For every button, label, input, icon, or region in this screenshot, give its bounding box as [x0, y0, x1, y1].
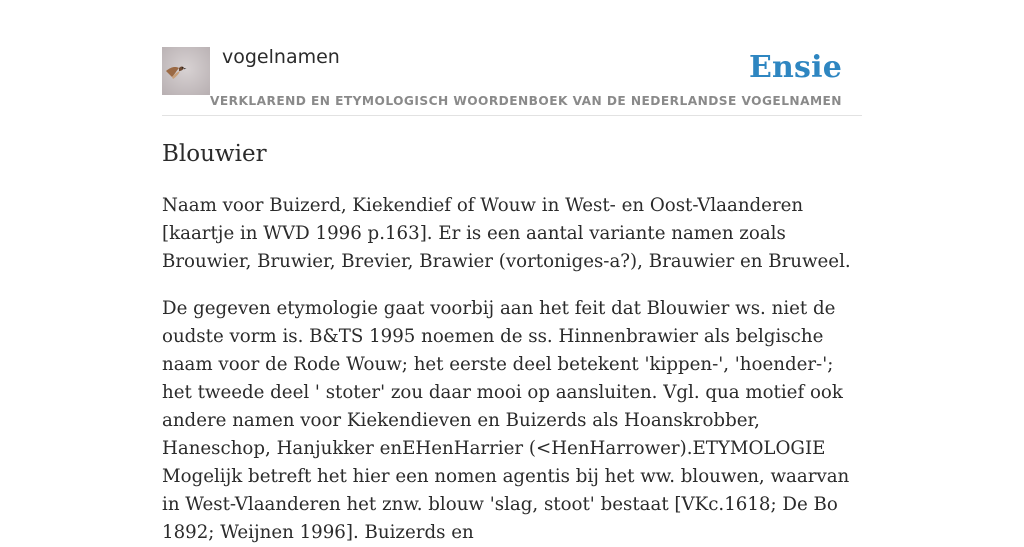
- bird-photo-avatar[interactable]: [162, 47, 210, 95]
- header-divider: [162, 115, 862, 116]
- site-header: [162, 44, 862, 116]
- article-paragraph-1: Naam voor Buizerd, Kiekendief of Wouw in West- en Oost-Vlaanderen [kaartje in WVD 1996 p.163]. Er is een aantal variante namen zoals Brouwier, Bruwier, Brevier, Brawier (vortoniges-a?), Brauwier en Bruweel.: [162, 195, 851, 272]
- site-tagline: VERKLAREND EN ETYMOLOGISCH WOORDENBOEK VAN DE NEDERLANDSE VOGELNAMEN: [210, 94, 842, 108]
- site-name-link[interactable]: vogelnamen: [222, 46, 340, 68]
- article-paragraph-2: De gegeven etymologie gaat voorbij aan het feit dat Blouwier ws. niet de oudste vorm is. B&TS 1995 noemen de ss. Hinnenbrawier als belgische naam voor de Rode Wouw; het eerste deel betekent 'kippen-', 'hoender-'; het tweede deel ' stoter' zou daar mooi op aansluiten. Vgl. qua motief ook andere namen voor Kiekendieven en Buizerds als Hoanskrobber, Haneschop, Hanjukker enEHenHarrier (<HenHarrower).ETYMOLOGIE Mogelijk betreft het hier een nomen agentis bij het ww. blouwen, waarvan in West-Vlaanderen het znw. blouw 'slag, stoot' bestaat [VKc.1618; De Bo 1892; Weijnen 1996]. Buizerds en: [162, 298, 850, 543]
- page-title: Blouwier: [162, 141, 267, 167]
- bird-icon: [162, 47, 210, 95]
- ensie-logo[interactable]: Ensie: [748, 50, 842, 85]
- article: [162, 136, 862, 547]
